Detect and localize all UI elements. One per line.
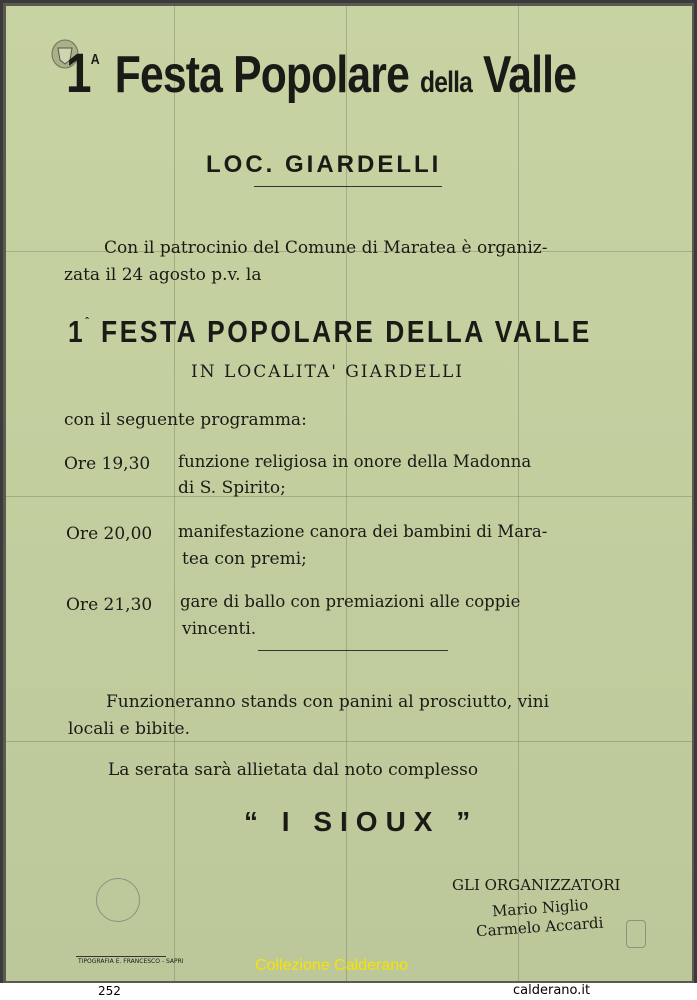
stamp-icon bbox=[96, 878, 140, 922]
event-title-text: FESTA POPOLARE DELLA VALLE bbox=[101, 314, 592, 349]
fold-line bbox=[6, 741, 692, 742]
fold-line bbox=[6, 496, 692, 497]
divider bbox=[258, 650, 448, 651]
program-line: manifestazione canora dei bambini di Mara- bbox=[178, 522, 548, 541]
program-line: tea con premi; bbox=[182, 549, 307, 569]
program-time: Ore 21,30 bbox=[66, 595, 153, 615]
small-crest-icon bbox=[626, 920, 646, 948]
main-title bbox=[66, 40, 576, 105]
title-popolare: Popolare bbox=[233, 46, 409, 104]
title-della: della bbox=[419, 66, 472, 99]
divider bbox=[254, 186, 442, 187]
program-time: Ore 19,30 bbox=[64, 454, 151, 474]
stands-line-2: locali e bibite. bbox=[68, 719, 191, 739]
event-location: IN LOCALITA' GIARDELLI bbox=[191, 362, 464, 382]
program-line: vincenti. bbox=[182, 619, 257, 639]
event-title bbox=[68, 314, 592, 350]
serata-line: La serata sarà allietata dal noto complesso bbox=[108, 760, 479, 780]
title-festa: Festa bbox=[114, 46, 223, 104]
intro-line-2: zata il 24 agosto p.v. la bbox=[64, 265, 262, 285]
printer-credit: TIPOGRAFIA E. FRANCESCO - SAPRI bbox=[78, 958, 184, 965]
organizers-label: GLI ORGANIZZATORI bbox=[452, 876, 621, 894]
title-number: 1 bbox=[66, 41, 91, 104]
event-superscript: ˆ bbox=[85, 315, 92, 329]
poster bbox=[6, 6, 692, 981]
fold-line bbox=[518, 6, 519, 981]
photo-number: 252 bbox=[98, 984, 121, 998]
program-line: di S. Spirito; bbox=[178, 478, 286, 498]
intro-line-1: Con il patrocinio del Comune di Maratea è organiz- bbox=[104, 238, 548, 258]
title-valle: Valle bbox=[482, 46, 577, 104]
band-name: “ I SIOUX ” bbox=[244, 806, 479, 837]
event-number: 1 bbox=[68, 314, 86, 349]
site-link[interactable]: calderano.it bbox=[513, 983, 591, 998]
program-line: funzione religiosa in onore della Madonna bbox=[178, 452, 532, 471]
program-intro: con il seguente programma: bbox=[64, 410, 307, 430]
watermark: Collezione Calderano bbox=[255, 957, 408, 974]
divider bbox=[76, 956, 166, 957]
program-time: Ore 20,00 bbox=[66, 524, 153, 544]
organizer-name: Carmelo Accardi bbox=[475, 913, 604, 941]
stands-line-1: Funzioneranno stands con panini al prosciutto, vini bbox=[106, 692, 550, 712]
footer bbox=[0, 983, 697, 1000]
program-line: gare di ballo con premiazioni alle coppie bbox=[180, 592, 521, 611]
title-superscript: A bbox=[90, 51, 99, 68]
fold-line bbox=[174, 6, 175, 981]
location-heading: LOC. GIARDELLI bbox=[206, 151, 442, 178]
organizer-name: Mario Niglio bbox=[491, 895, 589, 921]
